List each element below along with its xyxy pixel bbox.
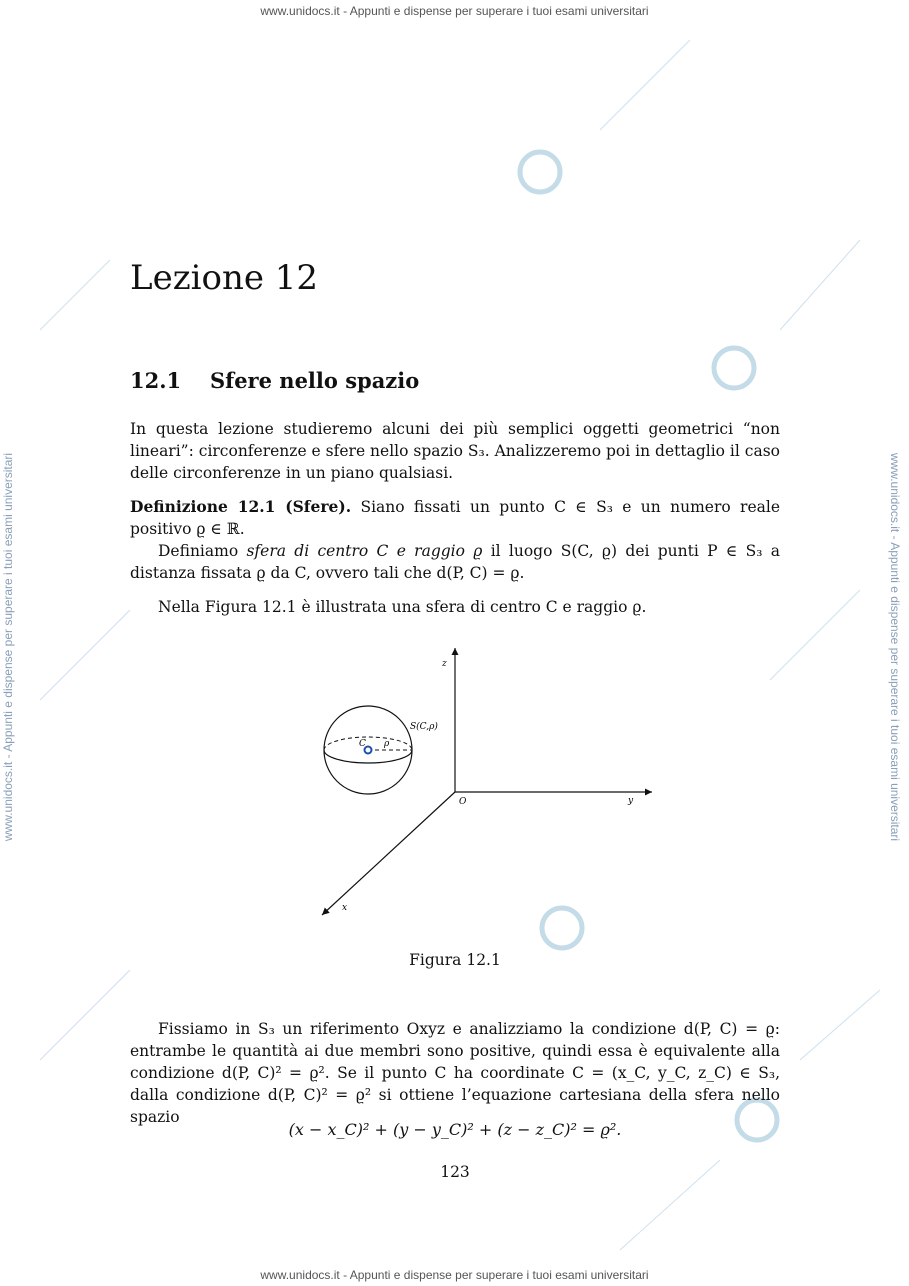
x-axis [322,792,455,915]
center-label: C [359,739,366,749]
watermark-bottom[interactable]: www.unidocs.it - Appunti e dispense per superare i tuoi esami universitari [260,1268,649,1282]
watermark-top[interactable]: www.unidocs.it - Appunti e dispense per superare i tuoi esami universitari [260,4,649,18]
definition-text: Siano fissati un punto C ∈ S₃ e un numero reale positivo ϱ ∈ ℝ. [130,498,780,538]
definition-term: sfera di centro C e raggio ϱ [246,542,483,560]
definition-block [130,496,780,584]
definition-rest: il luogo S(C, ϱ) dei punti P ∈ S₃ a distanza fissata ϱ da C, ovvero tali che d(P, C) = ϱ. [130,542,780,582]
sphere-equation: (x − x_C)² + (y − y_C)² + (z − z_C)² = ϱ². [288,1120,622,1139]
sphere-figure [300,640,670,925]
y-label: y [628,796,634,806]
watermark-side-right: www.unidocs.it - Appunti e dispense per superare i tuoi esami universitari [888,452,902,842]
section-number: 12.1 [130,368,182,393]
z-label: z [442,659,447,669]
x-label: x [342,903,348,913]
radius-label: ρ [384,739,390,749]
figure-intro-paragraph: Nella Figura 12.1 è illustrata una sfera di centro C e raggio ϱ. [158,598,647,616]
definition-lead: Definiamo [158,542,247,560]
figure-caption: Figura 12.1 [409,951,501,969]
origin-label: O [459,797,467,807]
intro-paragraph: In questa lezione studieremo alcuni dei più semplici oggetti geometrici “non lineari”: circonferenze e sfere nello spazio S₃. Analizzeremo poi in dettaglio il caso delle circonferenze in un piano qualsiasi. [130,420,780,482]
watermark-side-left: www.unidocs.it - Appunti e dispense per superare i tuoi esami universitari [1,452,15,842]
section-title: Sfere nello spazio [210,368,420,393]
definition-label: Definizione 12.1 (Sfere). [130,497,352,516]
cartesian-paragraph: Fissiamo in S₃ un riferimento Oxyz e analizziamo la condizione d(P, C) = ϱ: entrambe le quantità ai due membri sono positive, quindi essa è equivalente alla condizione d(P, C)² = ϱ². Se il punto C ha coordinate C = (x_C, y_C, z_C) ∈ S₃, dalla condizione d(P, C)² = ϱ² si ottiene l’equazione cartesiana della sfera nello spazio [130,1020,780,1126]
section-heading [130,368,780,393]
definition-body [130,540,780,584]
sphere-label: S(C,ρ) [410,722,438,732]
page-number: 123 [440,1163,470,1181]
chapter-title: Lezione 12 [130,258,319,298]
